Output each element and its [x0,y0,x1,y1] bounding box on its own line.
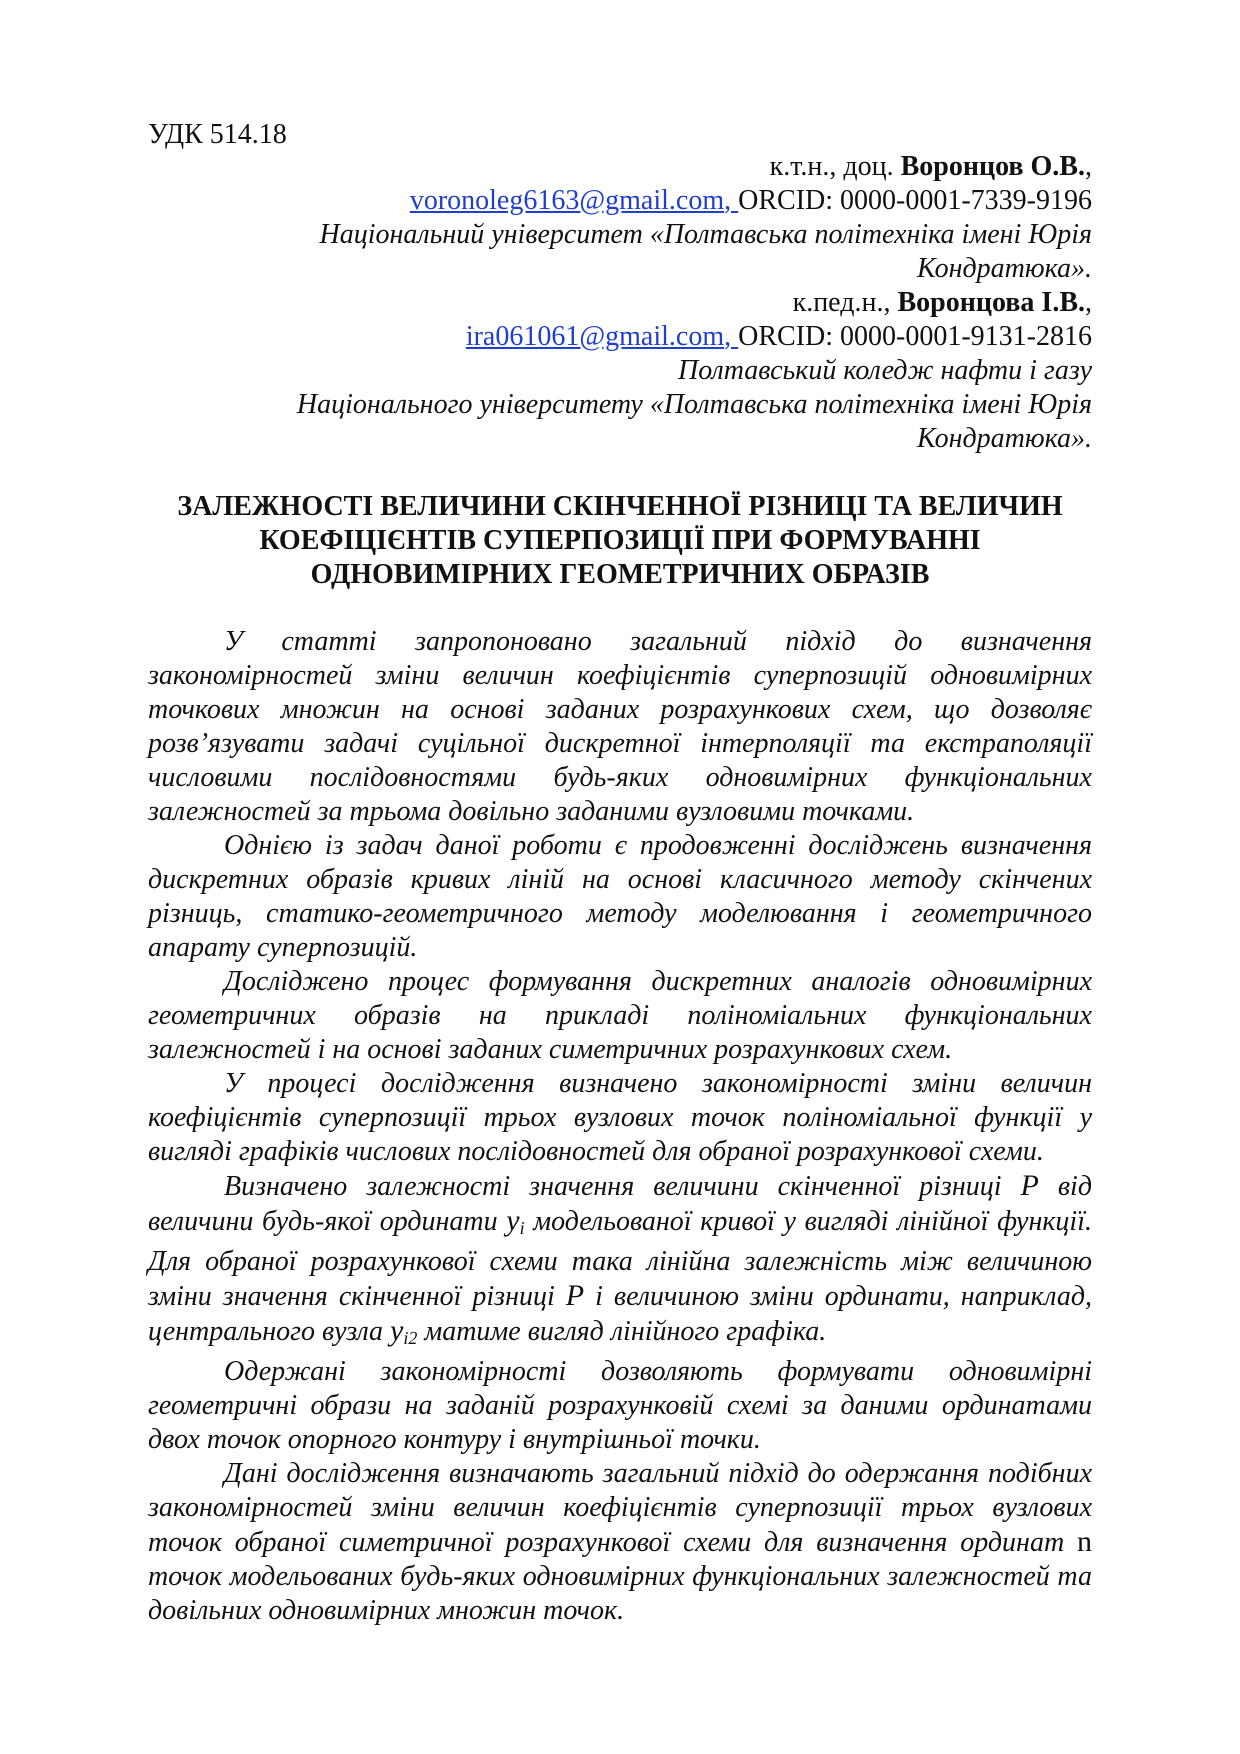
abstract-paragraph-3: Досліджено процес формування дискретних аналогів одновимірних геометричних образів на прикладі поліноміальних функціональних залежностей і на основі заданих симетричних розрахункових схем. [148,966,1092,1065]
author-2-name: Воронцова І.В. [897,287,1085,318]
udk-code: УДК 514.18 [148,119,287,150]
author-2-affiliation-line-3: Кондратюка». [917,423,1092,454]
abstract-paragraph-6: Одержані закономірності дозволяють формувати одновимірні геометричні образи на заданій розрахунковій схемі за даними ординатами двох точок опорного контуру і внутрішньої точки. [148,1356,1092,1455]
math-n: n [1077,1525,1092,1558]
math-P-2: P [565,1279,585,1312]
author-1-email-link[interactable]: voronoleg6163@gmail.com [409,185,725,216]
author-1-line: к.т.н., доц. Воронцов О.В., [769,151,1092,182]
author-2-orcid: ORCID: 0000-0001-9131-2816 [738,321,1092,352]
paper-title: ЗАЛЕЖНОСТІ ВЕЛИЧИНИ СКІНЧЕННОЇ РІЗНИЦІ ТА ВЕЛИЧИН КОЕФІЦІЄНТІВ СУПЕРПОЗИЦІЇ ПРИ ФОРМУВАННІ ОДНОВИМІРНИХ ГЕОМЕТРИЧНИХ ОБРАЗІВ [177,491,1063,590]
author-2-contact: ira061061@gmail.com, ORCID: 0000-0001-9131-2816 [465,321,1092,352]
math-P: P [1020,1169,1039,1202]
author-1-contact: voronoleg6163@gmail.com, ORCID: 0000-0001-7339-9196 [409,185,1092,216]
abstract-paragraph-4: У процесі дослідження визначено закономірності зміни величин коефіцієнтів суперпозиції трьох вузлових точок поліноміальної функції у вигляді графіків числових послідовностей для обраної розрахункової схеми. [148,1068,1092,1167]
abstract-paragraph-1: У статті запропоновано загальний підхід до визначення закономірностей зміни величин коефіцієнтів суперпозицій одновимірних точкових множин на основі заданих розрахункових схем, що дозволяє розв’язувати задачі суцільної дискретної інтерполяції та екстраполяції числовими послідовностями будь-яких одновимірних функціональних залежностей за трьома довільно заданими вузловими точками. [148,626,1092,827]
author-1-affiliation-line-1: Національний університет «Полтавська політехніка імені Юрія [319,219,1092,250]
math-y-i: $y_i$ [506,1204,525,1238]
abstract-paragraph-5: Визначено залежності значення величини скінченної різниці P від величини будь-якої ординати $y_i$ модельованої кривої у вигляді лінійної функції. Для обраної розрахункової схеми така лінійна залежність між величиною зміни значення скінченної різниці P і величиною зміни ординати, наприклад, центрального вузла $y_{i2}$ матиме вигляд лінійного графіка. [148,1169,1092,1348]
authors-block [250,150,1092,456]
author-1-affiliation-line-2: Кондратюка». [917,253,1092,284]
author-2-degree: к.пед.н., [792,287,891,318]
author-2-affiliation-line-1: Полтавський коледж нафти і газу [677,355,1092,386]
author-2-line: к.пед.н., Воронцова І.В., [792,287,1092,318]
abstract-paragraph-2: Однією із задач даної роботи є продовженні досліджень визначення дискретних образів кривих ліній на основі класичного методу скінчених різниць, статико-геометричного методу моделювання і геометричного апарату суперпозицій. [148,830,1092,963]
author-2-email-link[interactable]: ira061061@gmail.com [465,321,725,352]
author-1-orcid: ORCID: 0000-0001-7339-9196 [738,185,1092,216]
author-1-name: Воронцов О.В. [900,151,1085,182]
abstract [148,625,1092,1628]
math-y-i2: $y_{i2}$ [390,1314,418,1348]
author-1-degree: к.т.н., доц. [769,151,894,182]
abstract-paragraph-7: Дані дослідження визначають загальний підхід до одержання подібних закономірностей зміни величин коефіцієнтів суперпозиції трьох вузлових точок обраної симетричної розрахункової схеми для визначення ординат n точок модельованих будь-яких одновимірних функціональних залежностей та довільних одновимірних множин точок. [148,1458,1092,1626]
author-2-affiliation-line-2: Національного університету «Полтавська політехніка імені Юрія [296,389,1092,420]
